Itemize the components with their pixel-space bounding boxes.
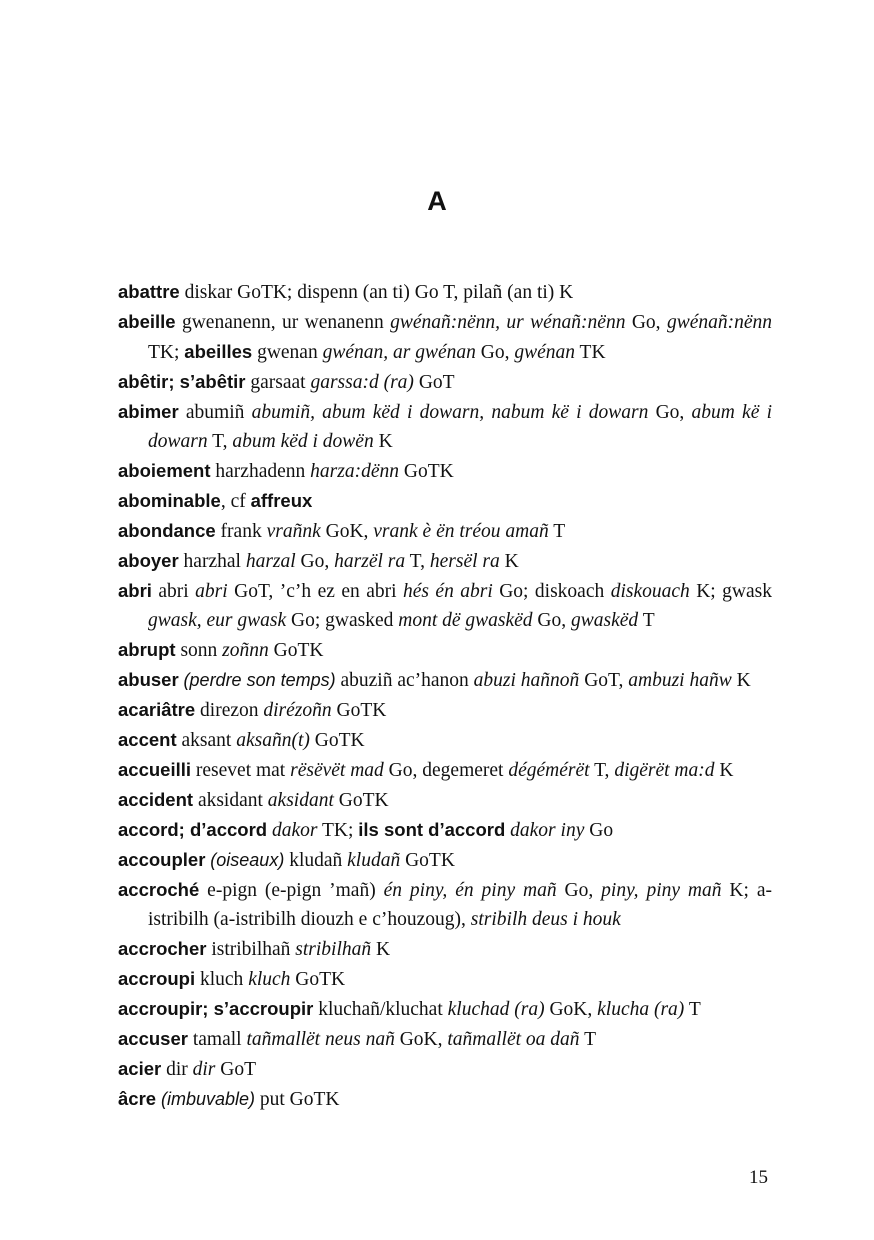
pronunciation: stribilh deus i houk <box>470 909 621 930</box>
headword: accord; d’accord <box>118 819 268 840</box>
dictionary-entry <box>118 516 772 546</box>
definition-text: resevet mat <box>191 760 291 781</box>
definition-text: Go; diskoach <box>492 581 611 602</box>
definition-text: TK <box>575 342 606 363</box>
headword: accroupir; s’accroupir <box>118 998 314 1019</box>
pronunciation: kluchad (ra) <box>447 999 545 1020</box>
pronunciation: kludañ <box>347 850 401 871</box>
pronunciation: rësëvët mad <box>290 760 384 781</box>
dictionary-entry <box>118 815 772 845</box>
definition-text: GoK, <box>320 521 374 542</box>
headword: abri <box>118 580 152 601</box>
headword: abimer <box>118 401 179 422</box>
definition-text: Go, <box>475 342 515 363</box>
definition-text: sonn <box>175 640 223 661</box>
definition-text: kludañ <box>284 850 348 871</box>
definition-text: Go, <box>295 551 335 572</box>
definition-text: Go, <box>625 312 667 333</box>
dictionary-entry <box>118 725 772 755</box>
definition-text: T <box>548 521 566 542</box>
definition-text: garsaat <box>245 372 311 393</box>
definition-text: GoT <box>413 372 455 393</box>
pronunciation: aksidant <box>267 790 334 811</box>
pronunciation: zoñnn <box>222 640 269 661</box>
pronunciation: aksañn(t) <box>236 730 310 751</box>
definition-text: TK; <box>148 342 185 363</box>
pronunciation: gwénañ:nënn <box>666 312 772 333</box>
pronunciation: mont dë gwaskëd <box>398 610 533 631</box>
headword: abeille <box>118 311 176 332</box>
definition-text: K <box>714 760 734 781</box>
dictionary-entry <box>118 845 772 875</box>
definition-text: abri <box>151 581 196 602</box>
pronunciation: stribilhañ <box>295 939 372 960</box>
definition-text: gwenan <box>252 342 323 363</box>
headword: accident <box>118 789 194 810</box>
dictionary-entry <box>118 367 772 397</box>
definition-text: T <box>684 999 701 1020</box>
definition-text: K <box>731 670 751 691</box>
definition-text: K <box>373 431 393 452</box>
dictionary-entry <box>118 307 772 367</box>
dictionary-entry <box>118 934 772 964</box>
page-letter-heading: A <box>427 186 447 216</box>
definition-text: GoTK <box>333 790 389 811</box>
dictionary-entry <box>118 397 772 456</box>
pronunciation: hersël ra <box>429 551 500 572</box>
definition-text: GoTK <box>290 969 346 990</box>
headword: abominable <box>118 490 221 511</box>
definition-text: gwenanenn, ur wenanenn <box>175 312 391 333</box>
definition-text: abumiñ <box>178 402 252 423</box>
headword: acier <box>118 1058 162 1079</box>
dictionary-entry <box>118 964 772 994</box>
definition-text: GoTK <box>398 461 454 482</box>
definition-text: GoT, <box>579 670 629 691</box>
dictionary-entry <box>118 785 772 815</box>
pronunciation: hés én abri <box>402 581 493 602</box>
definition-text: kluch <box>195 969 249 990</box>
headword: accroché <box>118 879 200 900</box>
pronunciation: abum këd i dowën <box>232 431 374 452</box>
definition-text: dir <box>161 1059 193 1080</box>
pronunciation: piny, piny mañ <box>601 880 722 901</box>
definition-text: K <box>499 551 519 572</box>
pronunciation: gwaskëd <box>571 610 639 631</box>
definition-text: K; a-istribilh (a-istribilh diouzh e c’houzoug), <box>148 880 772 930</box>
definition-text: T, <box>405 551 430 572</box>
definition-text: aksant <box>176 730 237 751</box>
pronunciation: digërët ma:d <box>614 760 715 781</box>
pronunciation: dakor <box>271 820 318 841</box>
definition-text: GoT, ’c’h ez en abri <box>227 581 403 602</box>
definition-text: Go, <box>556 880 602 901</box>
definition-text: Go, <box>648 402 692 423</box>
headword: aboyer <box>118 550 179 571</box>
definition-text: GoK, <box>394 1029 448 1050</box>
dictionary-entry <box>118 1084 772 1114</box>
pronunciation: vrañnk <box>266 521 321 542</box>
definition-text: GoK, <box>544 999 598 1020</box>
definition-text: GoTK <box>268 640 324 661</box>
definition-text: diskar GoTK; dispenn (an ti) Go T, pilañ (an ti) K <box>179 282 574 303</box>
pronunciation: tañmallët neus nañ <box>246 1029 395 1050</box>
pronunciation: diskouach <box>610 581 690 602</box>
usage-note: (oiseaux) <box>210 850 285 870</box>
page-number: 15 <box>749 1167 768 1188</box>
definition-text: frank <box>215 521 267 542</box>
pronunciation: én piny, én piny mañ <box>383 880 557 901</box>
headword: aboiement <box>118 460 211 481</box>
definition-text: T <box>579 1029 596 1050</box>
definition-text: Go; gwasked <box>286 610 399 631</box>
definition-text: Go <box>584 820 614 841</box>
headword: accoupler <box>118 849 206 870</box>
pronunciation: gwénan, ar gwénan <box>322 342 476 363</box>
pronunciation: vrank è ën tréou amañ <box>373 521 549 542</box>
headword: abattre <box>118 281 180 302</box>
dictionary-entry <box>118 994 772 1024</box>
pronunciation: gwénan <box>514 342 576 363</box>
definition-text: Go, degemeret <box>383 760 509 781</box>
headword: accrocher <box>118 938 207 959</box>
definition-text: T, <box>207 431 233 452</box>
pronunciation: ambuzi hañw <box>628 670 732 691</box>
definition-text: K <box>371 939 391 960</box>
pronunciation: abuzi hañnoñ <box>473 670 580 691</box>
pronunciation: harza:dënn <box>310 461 399 482</box>
definition-text: GoTK <box>331 700 387 721</box>
headword: âcre <box>118 1088 157 1109</box>
dictionary-entry <box>118 486 772 516</box>
dictionary-entry <box>118 635 772 665</box>
dictionary-entries <box>118 277 772 1114</box>
dictionary-entry <box>118 875 772 934</box>
headword: accent <box>118 729 177 750</box>
pronunciation: kluch <box>248 969 291 990</box>
definition-text: direzon <box>195 700 264 721</box>
headword: abondance <box>118 520 216 541</box>
dictionary-entry <box>118 277 772 307</box>
definition-text: harzhadenn <box>210 461 311 482</box>
dictionary-entry <box>118 665 772 695</box>
dictionary-entry <box>118 755 772 785</box>
headword: ils sont d’accord <box>358 819 506 840</box>
pronunciation: garssa:d (ra) <box>310 372 414 393</box>
pronunciation: gwask, eur gwask <box>148 610 287 631</box>
dictionary-entry <box>118 1054 772 1084</box>
headword: abêtir; s’abêtir <box>118 371 246 392</box>
usage-note: (imbuvable) <box>160 1089 255 1109</box>
pronunciation: dir <box>192 1059 216 1080</box>
dictionary-entry <box>118 1024 772 1054</box>
definition-text: TK; <box>317 820 359 841</box>
definition-text: K; gwask <box>689 581 773 602</box>
dictionary-entry <box>118 576 772 635</box>
definition-text: tamall <box>187 1029 247 1050</box>
headword: accueilli <box>118 759 192 780</box>
dictionary-entry <box>118 546 772 576</box>
pronunciation: dégémérët <box>508 760 590 781</box>
headword: acariâtre <box>118 699 196 720</box>
definition-text: T <box>638 610 655 631</box>
dictionary-entry <box>118 695 772 725</box>
pronunciation: dakor iny <box>510 820 585 841</box>
definition-text: abuziñ ac’hanon <box>335 670 474 691</box>
definition-text: harzhal <box>178 551 246 572</box>
pronunciation: abri <box>195 581 228 602</box>
pronunciation: dirézoñn <box>263 700 332 721</box>
definition-text: istribilhañ <box>206 939 296 960</box>
definition-text: Go, <box>532 610 572 631</box>
headword: abeilles <box>184 341 253 362</box>
definition-text: , cf <box>220 491 251 512</box>
headword: accuser <box>118 1028 188 1049</box>
definition-text: GoT <box>215 1059 257 1080</box>
pronunciation: gwénañ:nënn, ur wénañ:nënn <box>390 312 626 333</box>
pronunciation: abum kë i dowarn <box>148 402 772 452</box>
pronunciation: abumiñ, abum këd i dowarn, nabum kë i dowarn <box>251 402 649 423</box>
pronunciation: harzël ra <box>334 551 406 572</box>
headword: affreux <box>250 490 313 511</box>
pronunciation: harzal <box>245 551 296 572</box>
definition-text: e-pign (e-pign ’mañ) <box>199 880 384 901</box>
definition-text: kluchañ/kluchat <box>313 999 448 1020</box>
definition-text: aksidant <box>193 790 268 811</box>
headword: abuser <box>118 669 179 690</box>
usage-note: (perdre son temps) <box>183 670 336 690</box>
headword: accroupi <box>118 968 196 989</box>
pronunciation: tañmallët oa dañ <box>447 1029 580 1050</box>
definition-text: T, <box>589 760 615 781</box>
headword: abrupt <box>118 639 176 660</box>
definition-text: GoTK <box>309 730 365 751</box>
definition-text: put GoTK <box>255 1089 340 1110</box>
definition-text: GoTK <box>400 850 455 871</box>
dictionary-entry <box>118 456 772 486</box>
pronunciation: klucha (ra) <box>597 999 685 1020</box>
